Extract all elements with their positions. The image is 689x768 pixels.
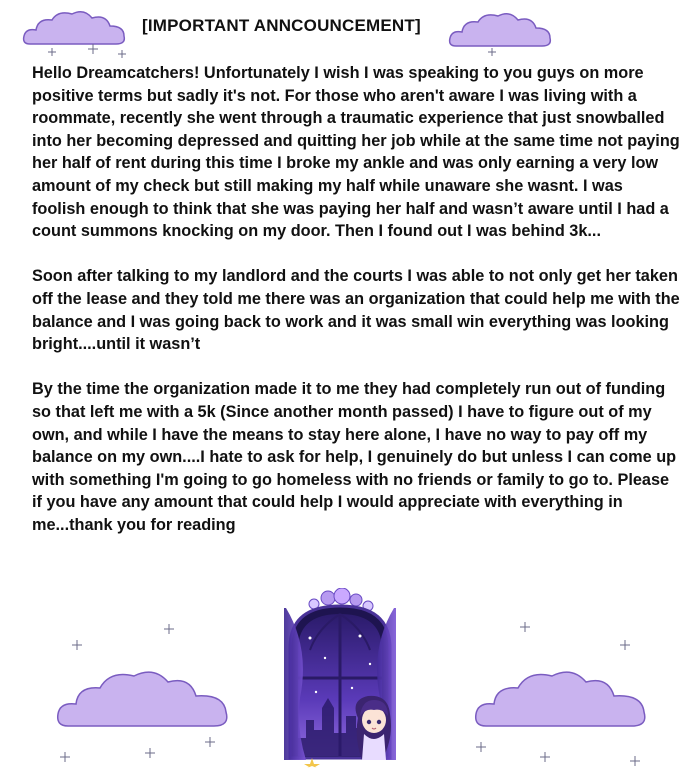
sparkle-icon (72, 640, 82, 650)
paragraph-1: Hello Dreamcatchers! Unfortunately I wish I was speaking to you guys on more positive terms but sadly it's not. For those who aren't aware I was living with a roommate, recently she went through a traumatic experience that just snowballed into her becoming depressed and quitting her job while at the same time not paying her half of rent during this time I broke my ankle and was only earning a very low amount of my check but still making my half while unaware she wasnt. I was foolish enough to think that she was paying her half and wasn’t aware until I had a count summons knocking on my door. Then I found out I was behind 3k... (32, 64, 680, 241)
cloud-icon (472, 664, 652, 736)
sparkle-icon (60, 752, 70, 762)
sparkle-icon (118, 50, 126, 58)
sparkle-icon (540, 752, 550, 762)
chibi-character-icon (356, 696, 391, 760)
paragraph-2: Soon after talking to my landlord and the courts I was able to not only get her taken off the lease and they told me there was an organization that could help me with the balance and I was going back to work and it was small win everything was looking bright....until it wasn’t (32, 267, 680, 354)
announcement-title: [IMPORTANT ANNCOUNCEMENT] (142, 16, 421, 35)
sparkle-icon (205, 737, 215, 747)
sparkle-icon (488, 48, 496, 56)
sparkle-icon (630, 756, 640, 766)
cloud-icon (54, 664, 234, 736)
announcement-body (32, 62, 680, 536)
paragraph-3: By the time the organization made it to me they had completely run out of funding so that left me with a 5k (Since another month passed) I have to figure out of my own, and while I have the means to stay here alone, I have no way to pay off my balance on my own....I hate to ask for help, I genuinely do but unless I can come up with something I'm going to go homeless with no friends or family to go to. Please if you have any amount that could help I would appreciate with everything in me...thank you for reading (32, 380, 677, 534)
sparkle-icon (48, 48, 56, 56)
cloud-icon (20, 6, 130, 50)
sparkle-icon (476, 742, 486, 752)
sparkle-icon (620, 640, 630, 650)
window-illustration (270, 588, 410, 768)
sparkle-icon (145, 748, 155, 758)
cloud-icon (446, 8, 554, 52)
sparkle-icon (520, 622, 530, 632)
sparkle-icon (164, 624, 174, 634)
sparkle-icon (88, 44, 98, 54)
